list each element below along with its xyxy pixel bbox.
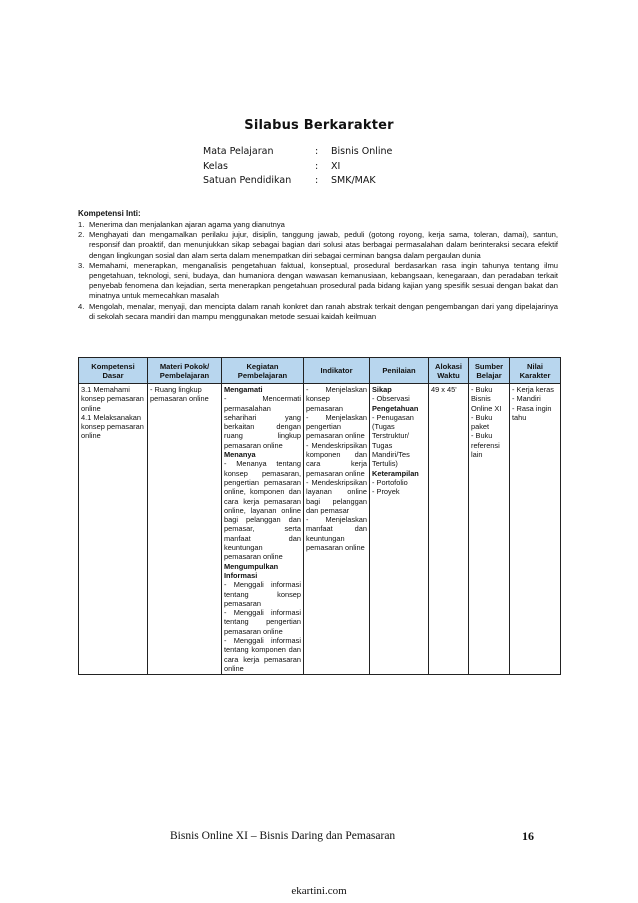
header-cell: Indikator xyxy=(304,358,370,384)
meta-row-subject xyxy=(203,145,392,160)
indikator-item: - Menjelaskan konsep pemasaran xyxy=(306,385,367,413)
header-cell: Kegiatan Pembelajaran xyxy=(222,358,304,384)
nilai-cell xyxy=(510,384,561,675)
header-cell: Kompetensi Dasar xyxy=(79,358,148,384)
meta-sep: : xyxy=(315,175,319,186)
kegiatan-item: - Menggali informasi tentang pengertian pemasaran online xyxy=(224,608,301,636)
kd-cell xyxy=(79,384,148,675)
list-item xyxy=(78,261,558,302)
header-cell: Sumber Belajar xyxy=(469,358,510,384)
item-number: 2. xyxy=(78,230,85,240)
meta-sep: : xyxy=(315,160,319,172)
meta-label: Satuan Pendidikan xyxy=(203,175,292,186)
penilaian-heading: Sikap xyxy=(372,385,392,394)
materi-cell xyxy=(148,384,222,675)
indikator-item: - Menjelaskan manfaat dan keuntungan pemasaran online xyxy=(306,515,367,553)
penilaian-item: - Portofolio xyxy=(372,477,408,487)
meta-sep: : xyxy=(315,146,319,157)
indikator-item: - Mendeskripsikan komponen dan cara kerja pemasaran online xyxy=(306,440,367,478)
nilai-item: - Kerja keras xyxy=(512,385,554,394)
sumber-cell xyxy=(469,384,510,675)
penilaian-heading: Pengetahuan xyxy=(372,403,419,413)
kegiatan-heading: Menanya xyxy=(224,450,256,460)
penilaian-cell xyxy=(370,384,429,675)
kegiatan-item: - Mencermati permasalahan seharihari yang berkaitan dengan ruang lingkup pemasaran online xyxy=(224,394,301,450)
kegiatan-item: - Menggali informasi tentang komponen dan cara kerja pemasaran online xyxy=(224,636,301,673)
list-item xyxy=(78,220,558,230)
item-text: Menerima dan menjalankan ajaran agama yang dianutnya xyxy=(89,220,285,229)
nilai-item: - Mandiri xyxy=(512,394,541,404)
item-number: 3. xyxy=(78,260,85,270)
table-header-row xyxy=(79,358,561,384)
alokasi-value: 49 x 45' xyxy=(431,385,457,394)
kegiatan-item: - Menggali informasi tentang konsep pemasaran xyxy=(224,580,301,608)
kegiatan-heading: Mengumpulkan Informasi xyxy=(224,561,279,580)
materi-item: - Ruang lingkup pemasaran online xyxy=(150,385,209,404)
alokasi-cell xyxy=(429,384,469,675)
meta-value: XI xyxy=(331,160,341,172)
header-cell: Penilaian xyxy=(370,358,429,384)
nilai-item: - Rasa ingin tahu xyxy=(512,403,552,422)
list-item xyxy=(78,302,558,322)
meta-row-school xyxy=(203,174,392,189)
kd-item: 3.1 Memahami konsep pemasaran online xyxy=(81,385,144,413)
item-text: Memahami, menerapkan, menganalisis pengetahuan faktual, konseptual, prosedural berdasarkan rasa ingin tahunya tentang ilmu pengetahuan, teknologi, seni, budaya, dan humaniora dengan wawasan kemanusiaan, kebangsaan, kenegaraan, dan peradaban terkait penyebab fenomena dan kejadian, serta menerapkan pengetahuan prosedural pada bidang kajian yang spesifik sesuai dengan bakat dan minatnya untuk memecahkan masalah xyxy=(89,260,558,301)
meta-label: Kelas xyxy=(203,160,229,172)
indikator-item: - Menjelaskan pengertian pemasaran online xyxy=(306,412,367,441)
penilaian-item: - Penugasan (Tugas Terstruktur/ Tugas Mandiri/Tes Tertulis) xyxy=(372,412,414,469)
sumber-item: - Buku referensi lain xyxy=(471,431,500,460)
penilaian-item: - Observasi xyxy=(372,394,410,404)
list-item xyxy=(78,230,558,261)
kegiatan-cell xyxy=(222,384,304,675)
page-title: Silabus Berkarakter xyxy=(244,118,394,133)
meta-value: SMK/MAK xyxy=(331,175,376,186)
page-number: 16 xyxy=(522,829,534,843)
meta-label: Mata Pelajaran xyxy=(203,146,274,157)
item-text: Menghayati dan mengamalkan perilaku jujur, disiplin, tanggung jawab, peduli (gotong royong, kerja sama, toleran, damai), santun, responsif dan proaktif, dan menunjukkan sikap sebagai bagian dari solusi atas berbagai permasalahan dalam berinteraksi secara efektif dengan lingkungan sosial dan alam serta dalam menempatkan diri sebagai cerminan bangsa dalam pergaulan dunia xyxy=(89,230,558,260)
penilaian-item: - Proyek xyxy=(372,487,400,497)
core-competence-list xyxy=(78,220,558,322)
core-competence-heading: Kompetensi Inti: xyxy=(78,209,141,218)
kegiatan-item: - Menanya tentang konsep pemasaran, pengertian pemasaran online, komponen dan cara kerja pemasaran online, layanan online bagi pelanggan dan pemasar, serta manfaat dan keuntungan pemasaran online xyxy=(224,459,301,562)
syllabus-table xyxy=(78,357,561,675)
penilaian-heading: Keterampilan xyxy=(372,468,419,478)
table-row xyxy=(79,384,561,675)
meta-block xyxy=(203,145,392,189)
sumber-item: - Buku Bisnis Online XI xyxy=(471,385,502,413)
indikator-item: - Mendeskripsikan layanan online bagi pelanggan dan pemasar xyxy=(306,477,367,515)
header-cell: Nilai Karakter xyxy=(510,358,561,384)
indikator-cell xyxy=(304,384,370,675)
meta-value: Bisnis Online xyxy=(331,146,393,157)
kegiatan-heading: Mengamati xyxy=(224,385,263,394)
sumber-item: - Buku paket xyxy=(471,412,493,432)
header-cell: Materi Pokok/ Pembelajaran xyxy=(148,358,222,384)
header-cell: Alokasi Waktu xyxy=(429,358,469,384)
footer-text: Bisnis Online XI – Bisnis Daring dan Pemasaran xyxy=(170,830,396,842)
meta-row-class xyxy=(203,160,392,175)
kd-item: 4.1 Melaksanakan konsep pemasaran online xyxy=(81,412,144,441)
item-number: 4. xyxy=(78,301,85,311)
site-name: ekartini.com xyxy=(291,885,347,897)
item-text: Mengolah, menalar, menyaji, dan mencipta dalam ranah konkret dan ranah abstrak terkait dengan pengembangan dari yang dipelajarinya di sekolah secara mandiri dan mampu menggunakan metode sesuai kaidah keilmuan xyxy=(89,301,558,321)
item-number: 1. xyxy=(78,220,85,229)
